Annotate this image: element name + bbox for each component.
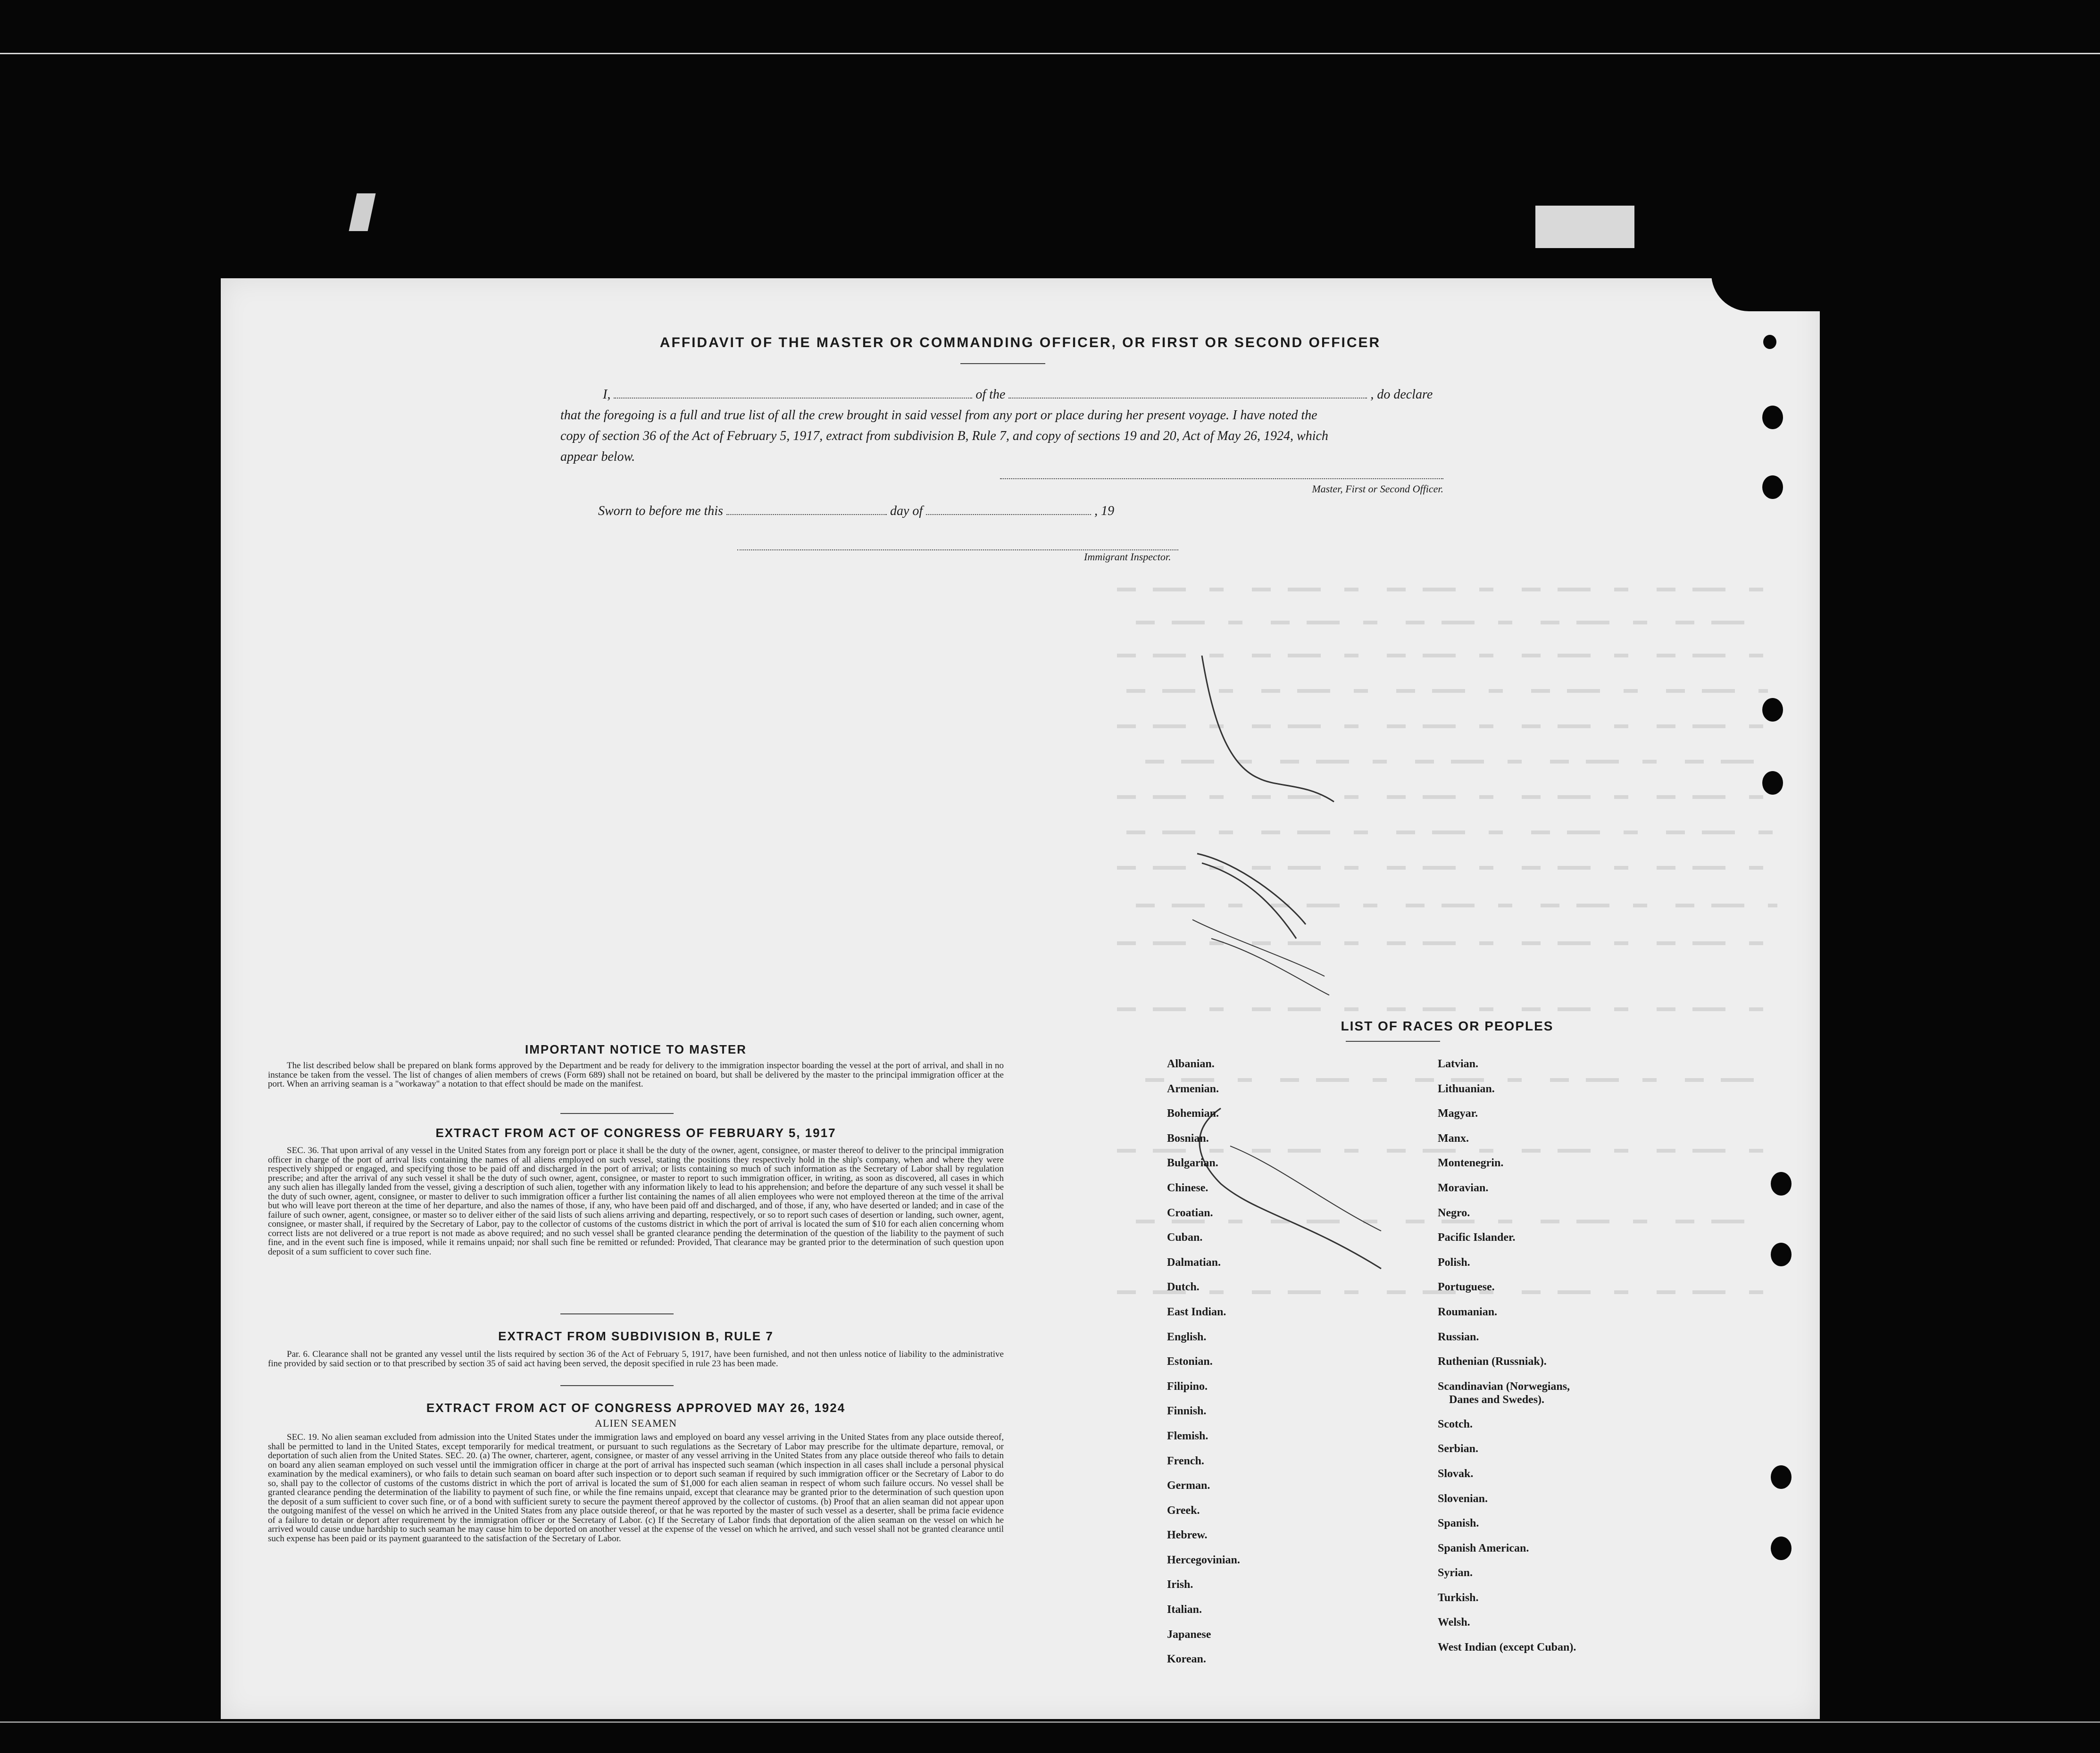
master-signature-field[interactable] xyxy=(1000,478,1443,479)
race-item: Flemish. xyxy=(1167,1429,1208,1442)
race-item: Croatian. xyxy=(1167,1206,1213,1219)
inspector-caption: Immigrant Inspector. xyxy=(1084,551,1171,563)
race-item: Syrian. xyxy=(1438,1567,1473,1579)
races-underline xyxy=(1346,1041,1440,1042)
affidavit-title: AFFIDAVIT OF THE MASTER OR COMMANDING OFFICER, OR FIRST OR SECOND OFFICER xyxy=(659,335,1381,350)
sworn-label: Sworn to before me this xyxy=(598,504,723,518)
race-item: Lithuanian. xyxy=(1438,1082,1495,1095)
race-item: Pacific Islander. xyxy=(1438,1231,1516,1244)
race-item: Korean. xyxy=(1167,1653,1206,1666)
race-item: Dalmatian. xyxy=(1167,1256,1221,1269)
race-item: Hebrew. xyxy=(1167,1529,1208,1542)
notice-heading: IMPORTANT NOTICE TO MASTER xyxy=(525,1042,747,1056)
race-item: Chinese. xyxy=(1167,1181,1208,1194)
race-item: Bulgarian. xyxy=(1167,1157,1218,1170)
race-item: Negro. xyxy=(1438,1206,1470,1219)
title-underline xyxy=(960,363,1045,364)
name-field[interactable] xyxy=(614,398,972,399)
race-item: Filipino. xyxy=(1167,1380,1208,1393)
race-item: Hercegovinian. xyxy=(1167,1554,1240,1566)
torn-corner xyxy=(1711,274,1825,311)
day-of-label: day of xyxy=(890,504,923,518)
race-item: Manx. xyxy=(1438,1132,1469,1145)
punch-hole xyxy=(1762,698,1783,722)
race-item: Ruthenian (Russniak). xyxy=(1438,1355,1547,1368)
master-caption: Master, First or Second Officer. xyxy=(1312,483,1443,495)
race-item: Bohemian. xyxy=(1167,1107,1219,1120)
extract-1924-body: SEC. 19. No alien seaman excluded from admission into the United States under the immigration laws and employed on board any vessel arriving in the United States from any place outside thereof, shall be permitted to land in the United States, except temporarily for medical treatment, or pursuant to such regulations as the Secretary of Labor may prescribe for the ultimate departure, removal, or deportation of such alien from the United States. SEC. 20. (a) The owner, charterer, agent, consignee, or master of any vessel arriving in the United States from any place outside thereof who fails to detain on board any alien seaman employed on such vessel until the immigration officer in charge at the port of arrival has inspected such seaman (which inspection in all cases shall include a personal physical examination by the medical examiners), or who fails to detain such seaman on board after such inspection or to deport such seaman if required by such immigration officer or the Secretary of Labor to do so, shall pay to the collector of customs of the customs district in which the port of arrival is located the sum of $1,000 for each alien seaman in respect of whom such failure occurs. No vessel shall be granted clearance pending the determination of the liability to payment of such fine, or while the fine remains unpaid, except that clearance may be granted prior to the determination of such question upon the deposit of a sum sufficient to cover such fine, or of a bond with sufficient surety to secure the payment thereof approved by the collector of customs. (b) Proof that an alien seaman did not appear upon the outgoing manifest of the vessel on which he arrived in the United States from any place outside thereof, or that he was reported by the master of such vessel as a deserter, shall be prima facie evidence of a failure to detain or deport after requirement by the immigration officer or the Secretary of Labor. (c) If the Secretary of Labor finds that deportation of the alien seaman on the vessel on which he arrived would cause undue hardship to such seaman he may cause him to be deported on another vessel at the expense of the vessel on which he arrived, and such vessel shall not be granted clearance until such expense has been paid or its payment guaranteed to the satisfaction of the Secretary of Labor. xyxy=(268,1432,1004,1544)
race-item: Finnish. xyxy=(1167,1405,1207,1418)
year-label: , 19 xyxy=(1094,504,1115,518)
race-item: Turkish. xyxy=(1438,1591,1479,1604)
i-label: I, xyxy=(603,387,611,402)
month-field[interactable] xyxy=(926,514,1091,515)
punch-hole xyxy=(1771,1243,1792,1266)
punch-hole xyxy=(1771,1537,1792,1560)
rule-7-heading: EXTRACT FROM SUBDIVISION B, RULE 7 xyxy=(498,1329,774,1343)
race-item: Serbian. xyxy=(1438,1443,1479,1455)
alien-seamen-subheading: ALIEN SEAMEN xyxy=(595,1417,677,1429)
race-item: Bosnian. xyxy=(1167,1132,1209,1145)
race-item: Spanish. xyxy=(1438,1517,1479,1530)
race-item: Armenian. xyxy=(1167,1082,1219,1095)
extract-1924-heading: EXTRACT FROM ACT OF CONGRESS APPROVED MAY 26, 1924 xyxy=(426,1401,846,1415)
race-item: Roumanian. xyxy=(1438,1305,1498,1318)
extract-1917-body: SEC. 36. That upon arrival of any vessel in the United States from any foreign port or place it shall be the duty of the owner, agent, consignee, or master thereof to deliver to the principal immigration officer in charge of the port of arrival lists containing the names of all aliens employed on such vessel, stating the positions they respectively hold in the ship's company, when and where they were respectively shipped or engaged, and specifying those to be paid off and discharged in the port of arrival; or lists containing so much of such information as the Secretary of Labor shall by regulation prescribe; and after the arrival of any such vessel it shall be the duty of such owner, agent, consignee, or master to report to such immigration officer, in writing, as soon as discovered, all cases in which any such alien has illegally landed from the vessel, giving a description of such alien, together with any information likely to lead to his apprehension; and before the departure of any such vessel it shall be the duty of such owner, agent, consignee, or master to deliver to such immigration officer a further list containing the names of all alien employees who were not employed thereon at the time of the arrival but who will leave port thereon at the time of her departure, and also the names of those, if any, who have been paid off and discharged, and of those, if any, who have deserted or landed; and in case of the failure of such owner, agent, consignee, or master so to deliver either of the said lists of such aliens arriving and departing, respectively, or so to report such cases of desertion or landing, such owner, agent, consignee, or master shall, if required by the Secretary of Labor, pay to the collector of customs of the customs district in which the port of arrival is located the sum of $10 for each alien concerning whom correct lists are not delivered or a true report is not made as above required; and no such vessel shall be granted clearance pending the determination of the question of the liability to the payment of such fine, and in the event such fine is imposed, while it remains unpaid; nor shall such fine be remitted or refunded: Provided, That clearance may be granted prior to the determination of such question upon deposit of a sum sufficient to cover such fine. xyxy=(268,1146,1004,1257)
race-item: Russian. xyxy=(1438,1330,1479,1343)
punch-hole xyxy=(1762,406,1783,429)
declaration-line-3: copy of section 36 of the Act of February 5, 1917, extract from subdivision B, Rule 7, and copy of sections 19 and 20, Act of May 26, 1924, which xyxy=(560,429,1328,443)
sworn-line xyxy=(598,501,1114,522)
extract-1917-heading: EXTRACT FROM ACT OF CONGRESS OF FEBRUARY 5, 1917 xyxy=(435,1126,836,1140)
race-item: Slovenian. xyxy=(1438,1492,1488,1505)
races-left-column xyxy=(1167,1052,1240,1672)
rule-7-body: Par. 6. Clearance shall not be granted any vessel until the lists required by section 36 of the Act of February 5, 1917, have been furnished, and not then unless notice of liability to the administrative fine provided by said section or to that prescribed by section 35 of said act having been served, the deposit specified in rule 23 has been made. xyxy=(268,1349,1004,1369)
left-corner-tab xyxy=(349,193,375,231)
race-item: Portuguese. xyxy=(1438,1281,1495,1294)
race-item: Welsh. xyxy=(1438,1616,1470,1629)
race-item: Dutch. xyxy=(1167,1281,1200,1294)
races-right-column xyxy=(1438,1052,1576,1660)
race-item: Irish. xyxy=(1167,1579,1193,1591)
film-frame-line-top xyxy=(0,53,2100,54)
do-declare-label: , do declare xyxy=(1370,387,1433,402)
vessel-field[interactable] xyxy=(1008,398,1367,399)
race-item: Latvian. xyxy=(1438,1058,1479,1070)
race-item: English. xyxy=(1167,1330,1207,1343)
race-item: Cuban. xyxy=(1167,1231,1203,1244)
race-item: Italian. xyxy=(1167,1603,1202,1616)
race-item: Japanese xyxy=(1167,1628,1211,1641)
punch-hole xyxy=(1771,1465,1792,1489)
races-heading: LIST OF RACES OR PEOPLES xyxy=(1341,1019,1554,1033)
race-item: Magyar. xyxy=(1438,1107,1478,1120)
race-item: Spanish American. xyxy=(1438,1542,1529,1554)
inspector-signature-field[interactable] xyxy=(737,549,1178,550)
race-item: German. xyxy=(1167,1479,1210,1492)
race-item: Scotch. xyxy=(1438,1418,1473,1430)
punch-hole xyxy=(1762,475,1783,499)
race-item: Montenegrin. xyxy=(1438,1157,1504,1170)
right-corner-tab xyxy=(1535,206,1634,248)
race-item: Scandinavian (Norwegians, xyxy=(1438,1380,1570,1393)
divider xyxy=(560,1113,674,1114)
notice-body: The list described below shall be prepared on blank forms approved by the Department and be ready for delivery to the immigration inspector boarding the vessel at the port of arrival, and shall in no instance be taken from the vessel. The list of changes of alien members of crews (Form 689) shall not be retained on board, but shall be delivered by the master to the principal immigration officer at the port. When an arriving seaman is a "workaway" a notation to that effect should be made on the manifest. xyxy=(268,1061,1004,1089)
punch-hole xyxy=(1771,1172,1792,1196)
race-item: Albanian. xyxy=(1167,1058,1215,1070)
divider xyxy=(560,1385,674,1386)
race-item: Slovak. xyxy=(1438,1467,1474,1480)
race-item: Danes and Swedes). xyxy=(1449,1393,1545,1406)
declaration-line-1 xyxy=(560,384,1787,405)
race-item: French. xyxy=(1167,1454,1204,1467)
race-item: West Indian (except Cuban). xyxy=(1438,1641,1576,1654)
punch-hole xyxy=(1762,771,1783,795)
document-sheet xyxy=(221,278,1820,1719)
of-the-label: of the xyxy=(975,387,1006,402)
race-item: Greek. xyxy=(1167,1504,1200,1517)
race-item: Estonian. xyxy=(1167,1355,1213,1368)
divider xyxy=(560,1313,674,1314)
declaration-line-4: appear below. xyxy=(560,449,635,464)
declaration-line-2: that the foregoing is a full and true list of all the crew brought in said vessel from any port or place during her present voyage. I have noted the xyxy=(560,408,1317,423)
film-frame-line-bottom xyxy=(0,1721,2100,1723)
sworn-day-field[interactable] xyxy=(726,514,887,515)
race-item: Moravian. xyxy=(1438,1181,1489,1194)
race-item: East Indian. xyxy=(1167,1305,1226,1318)
race-item: Polish. xyxy=(1438,1256,1470,1269)
